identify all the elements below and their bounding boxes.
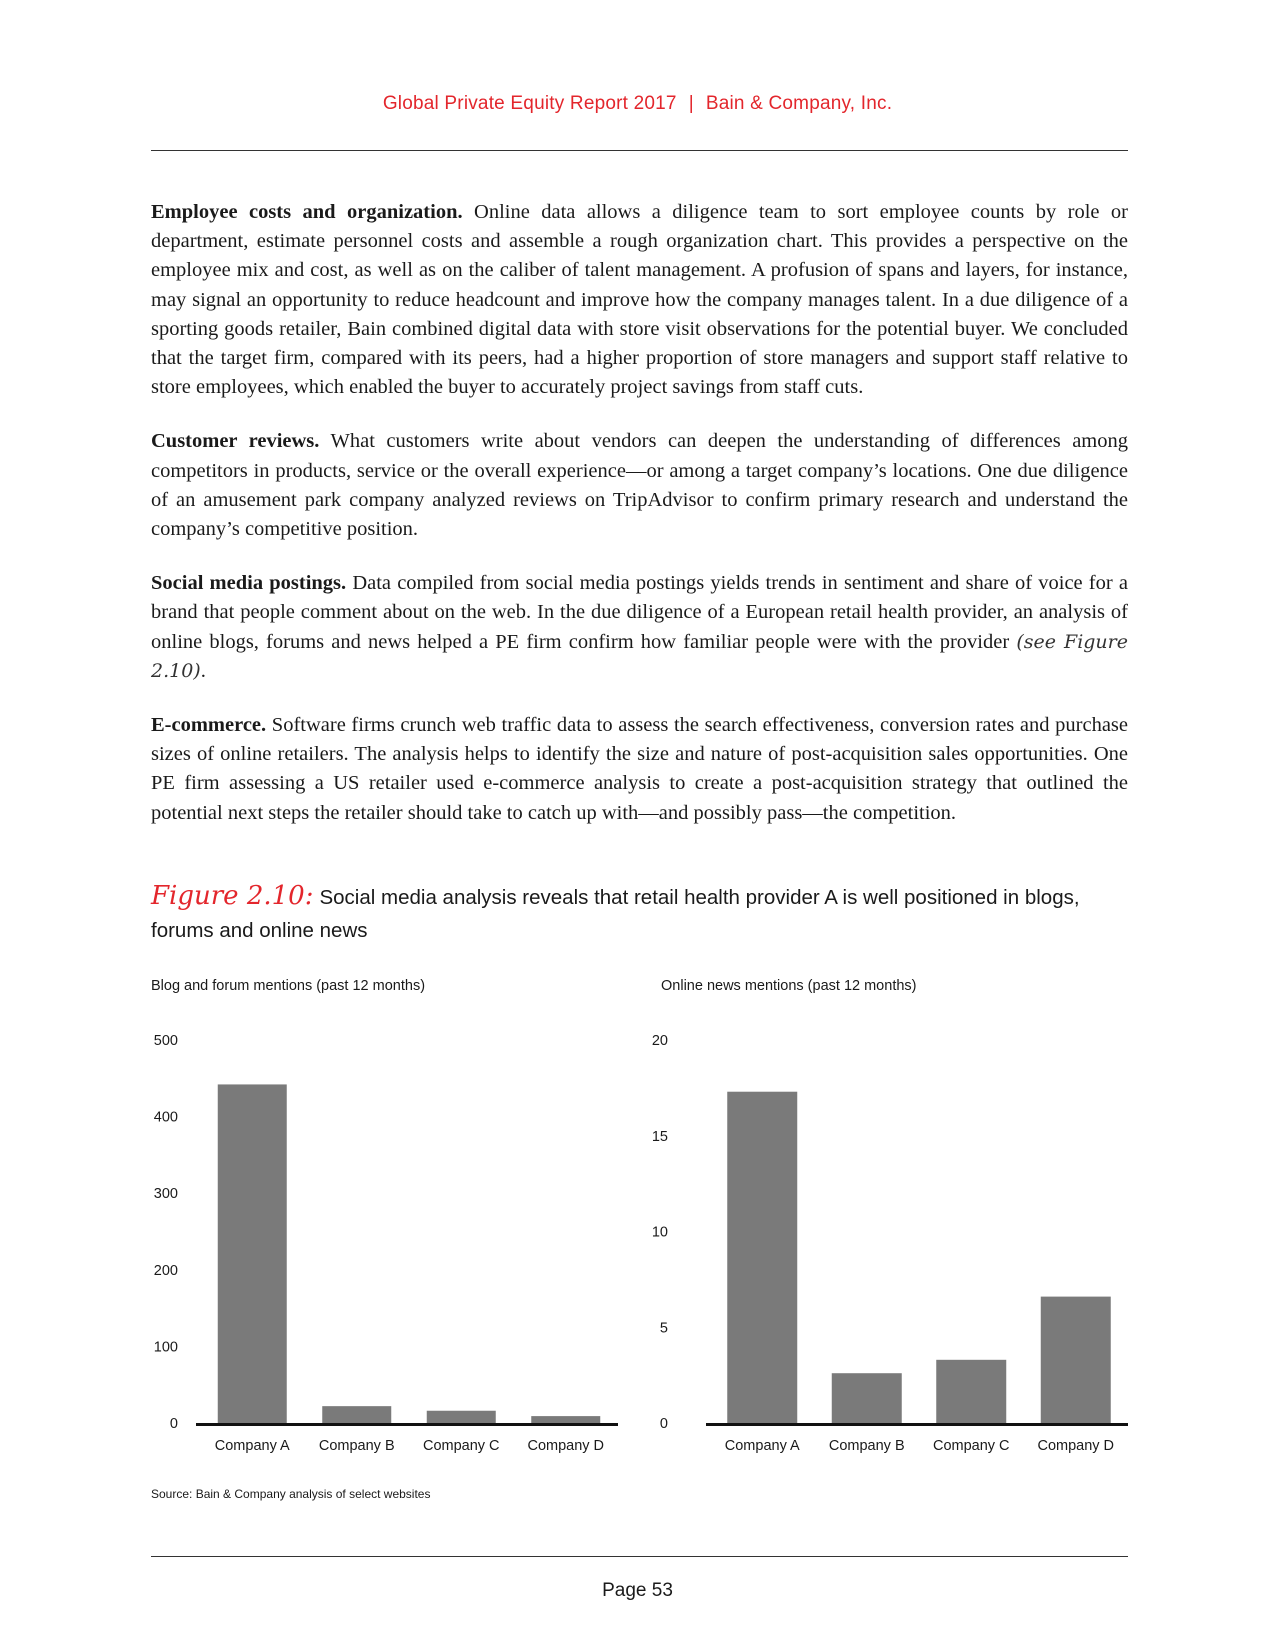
y-tick-label: 300 — [153, 1186, 178, 1203]
bar-company-c — [427, 1411, 496, 1423]
figure-label: Figure 2.10: — [151, 881, 314, 911]
x-category-label: Company A — [724, 1438, 800, 1454]
paragraph-lead: Customer reviews. — [151, 430, 320, 453]
figure-reference-link[interactable]: (see Figure 2.10) — [151, 630, 1128, 682]
figure-title — [151, 880, 1128, 947]
bar-company-b — [322, 1406, 391, 1423]
footer-rule — [151, 1556, 1128, 1557]
x-category-label: Company B — [828, 1438, 905, 1454]
bar-company-d — [531, 1416, 600, 1423]
body-text — [151, 198, 1128, 853]
page-number: Page 53 — [602, 1580, 673, 1601]
chart-1-title: Blog and forum mentions (past 12 months) — [151, 978, 426, 994]
header-separator: | — [688, 93, 694, 114]
y-tick-label: 200 — [153, 1262, 178, 1279]
paragraph-lead: E-commerce. — [151, 714, 267, 737]
x-category-label: Company A — [214, 1438, 290, 1454]
paragraph-tail: . — [200, 659, 206, 682]
figure-caption: Social media analysis reveals that retail health provider A is well positioned in blogs, forums and online news — [151, 886, 1080, 942]
y-tick-label: 400 — [153, 1109, 178, 1126]
x-category-label: Company D — [527, 1438, 605, 1454]
chart-2-title: Online news mentions (past 12 months) — [661, 978, 917, 994]
paragraph-text: What customers write about vendors can deepen the understanding of differences among competitors in products, service or the overall experience—or among a target company’s locations. One due diligence of an amusement park company analyzed reviews on TripAdvisor to confirm primary research and understand the company’s competitive position. — [151, 430, 1128, 541]
y-tick-label: 0 — [169, 1416, 178, 1432]
running-header — [0, 93, 1275, 115]
report-title: Global Private Equity Report 2017 — [382, 93, 677, 114]
paragraph-employee-costs — [151, 198, 1128, 402]
company-name: Bain & Company, Inc. — [705, 93, 893, 114]
header-rule — [151, 150, 1128, 151]
x-category-label: Company C — [422, 1438, 500, 1454]
bar-company-a — [218, 1084, 287, 1423]
y-tick-label: 500 — [153, 1033, 178, 1049]
x-category-label: Company D — [1037, 1438, 1115, 1454]
x-category-label: Company B — [318, 1438, 395, 1454]
paragraph-lead: Employee costs and organization. — [151, 201, 463, 223]
y-tick-label: 15 — [651, 1128, 668, 1145]
paragraph-text: Data compiled from social media postings yields trends in sentiment and share of voice for a brand that people comment about on the web. In the due diligence of a European retail health provider, an analysis of online blogs, forums and news helped a PE firm confirm how familiar people were with the provider — [151, 572, 1128, 653]
paragraph-social-media — [151, 569, 1128, 686]
bar-company-a — [727, 1092, 797, 1423]
source-note: Source: Bain & Company analysis of select websites — [151, 1487, 431, 1501]
paragraph-customer-reviews — [151, 427, 1128, 544]
y-tick-label: 0 — [659, 1416, 668, 1432]
bar-company-c — [936, 1360, 1006, 1423]
paragraph-ecommerce — [151, 711, 1128, 828]
y-tick-label: 20 — [651, 1033, 668, 1049]
online-news-chart — [650, 1020, 1130, 1470]
blog-forum-chart — [140, 1020, 620, 1470]
paragraph-text: Software firms crunch web traffic data to assess the search effectiveness, conversion rates and purchase sizes of online retailers. The analysis helps to identify the size and nature of post-acquisition sales opportunities. One PE firm assessing a US retailer used e-commerce analysis to create a post-acquisition strategy that outlined the potential next steps the retailer should take to catch up with—and possibly pass—the competition. — [151, 714, 1129, 824]
x-category-label: Company C — [932, 1438, 1010, 1454]
paragraph-text: Online data allows a diligence team to sort employee counts by role or department, estimate personnel costs and assemble a rough organization chart. This provides a perspective on the employee mix and cost, as well as on the caliber of talent management. A profusion of spans and layers, for instance, may signal an opportunity to reduce headcount and improve how the company manages talent. In a due diligence of a sporting goods retailer, Bain combined digital data with store visit observations for the potential buyer. We concluded that the target firm, compared with its peers, had a higher proportion of store managers and support staff relative to store employees, which enabled the buyer to accurately project savings from staff cuts. — [151, 201, 1129, 399]
y-tick-label: 5 — [659, 1320, 668, 1337]
bar-company-b — [832, 1373, 902, 1423]
paragraph-lead: Social media postings. — [151, 572, 347, 595]
y-tick-label: 100 — [153, 1339, 178, 1356]
y-tick-label: 10 — [651, 1224, 668, 1241]
bar-company-d — [1041, 1297, 1111, 1423]
